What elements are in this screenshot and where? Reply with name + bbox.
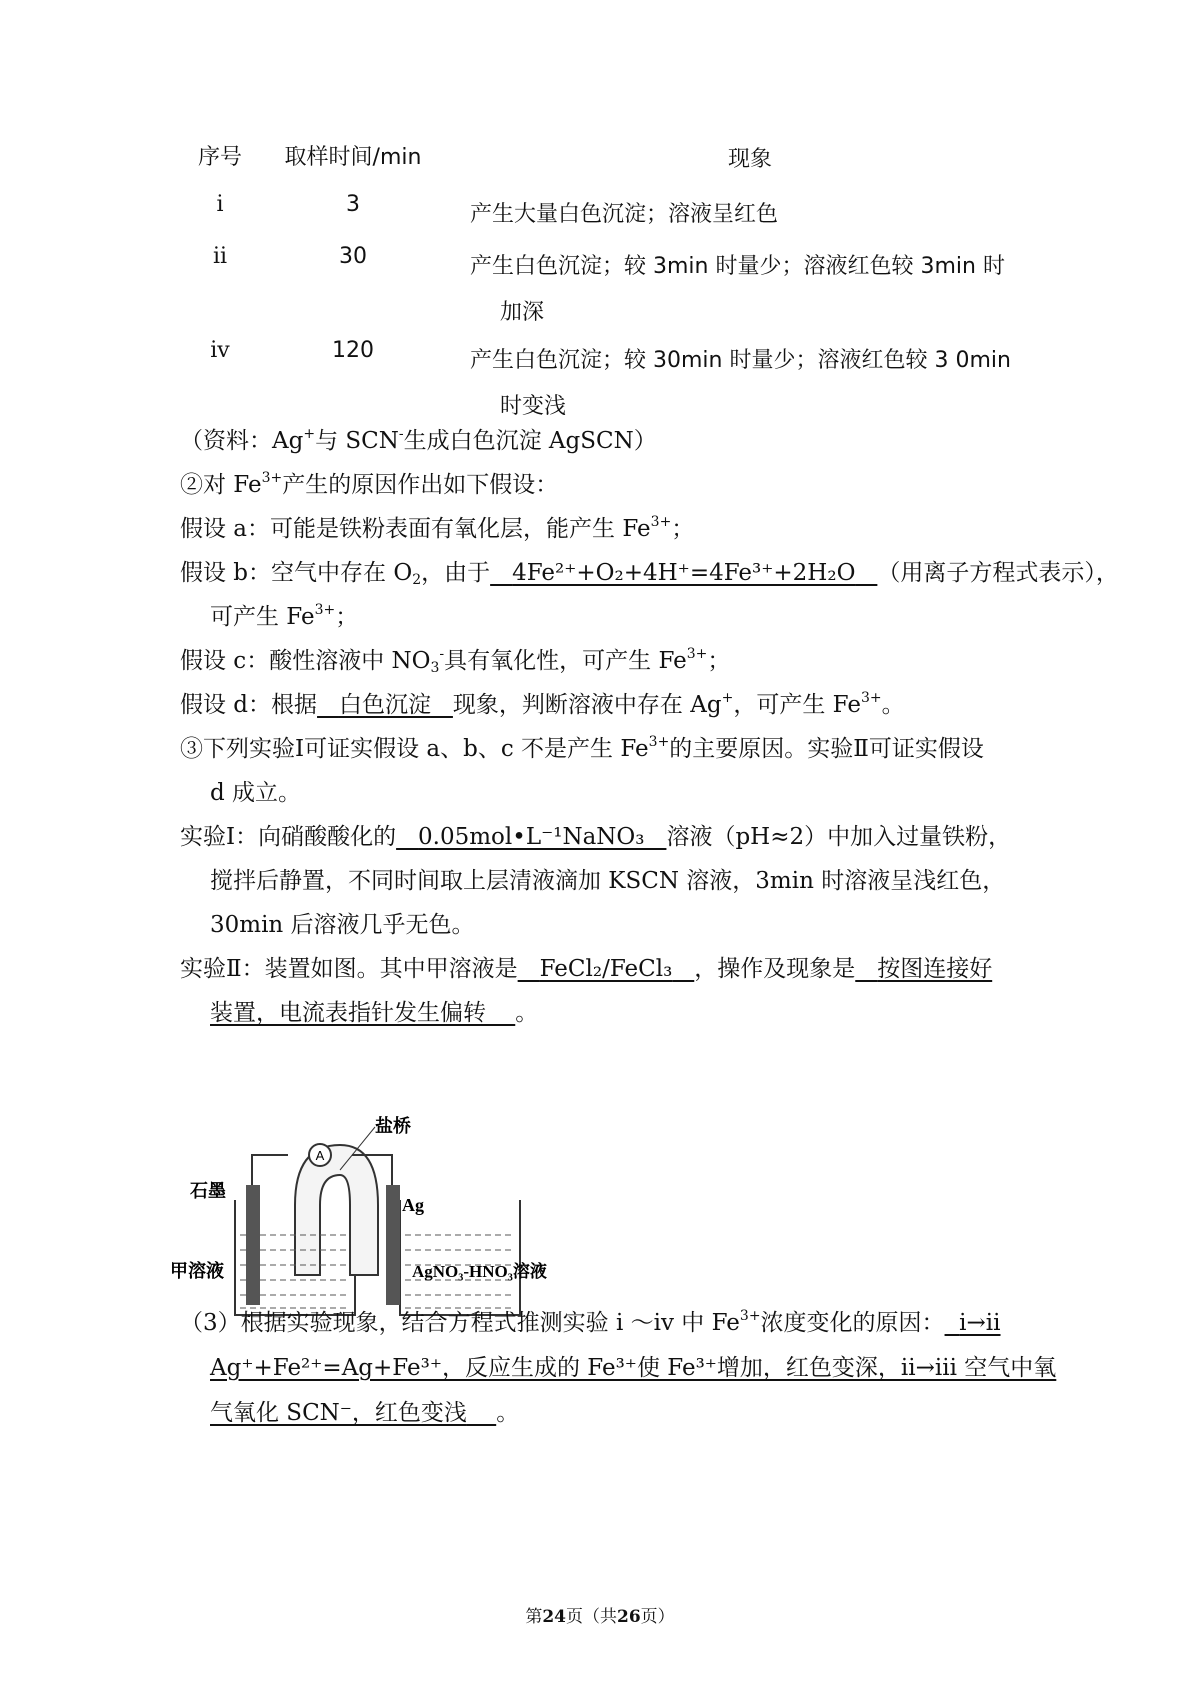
answer-part3-end: 气氧化 SCN⁻，红色变浅 xyxy=(210,1400,467,1426)
right-beaker xyxy=(400,1200,520,1315)
silver-label: Ag xyxy=(402,1195,424,1215)
table-header-row xyxy=(180,140,1040,192)
answer-part3-mid: Ag⁺+Fe²⁺=Ag+Fe³⁺，反应生成的 Fe³⁺使 Fe³⁺增加，红色变深，ii→iii 空气中氧 xyxy=(210,1355,1057,1381)
answer-nano3-solution: 0.05mol•L⁻¹NaNO₃ xyxy=(418,824,645,850)
row-id: i xyxy=(216,192,224,217)
answer-white-precipitate: 白色沉淀 xyxy=(338,692,431,718)
row-id: ii xyxy=(212,244,228,269)
hypothesis-c: 假设 c：酸性溶液中 $NO_3^-$具有氧化性，可产生 $Fe^{3+}$； xyxy=(180,646,731,676)
row-observation: 产生白色沉淀；较 30min 时量少；溶液红色较 3 0min 时变浅 xyxy=(470,348,1011,419)
row-observation: 产生大量白色沉淀；溶液呈红色 xyxy=(470,202,779,227)
hypothesis-a: 假设 a：可能是铁粉表面有氧化层，能产生 $Fe^{3+}$； xyxy=(180,514,695,542)
experiment-1-line3: 30min 后溶液几乎无色。 xyxy=(210,912,475,938)
row-time: 120 xyxy=(332,338,374,363)
answer-part3-start: i→ii xyxy=(959,1310,1001,1336)
graphite-label: 石墨 xyxy=(190,1181,226,1201)
part-3: （3）根据实验现象，结合方程式推测实验 i ～iv 中 $Fe^{3+}$浓度变化的原因： i→ii xyxy=(180,1308,1001,1336)
hypothesis-b: 假设 b：空气中存在 $O_2$，由于 4Fe²⁺+O₂+4H⁺=4Fe³⁺+2H₂O （用离子方程式表示）， xyxy=(180,560,1119,588)
header-phenomenon: 现象 xyxy=(727,147,772,172)
part-3-line2 xyxy=(210,1345,1070,1391)
silver-electrode xyxy=(386,1185,400,1305)
header-number: 序号 xyxy=(197,145,242,170)
row-observation: 产生白色沉淀；较 3min 时量少；溶液红色较 3min 时 加深 xyxy=(470,254,1005,325)
answer-operation-cont: 装置，电流表指针发生偏转 xyxy=(210,1000,486,1026)
hypothesis-b-cont: 可产生 $Fe^{3+}$； xyxy=(210,602,359,630)
answer-operation: 按图连接好 xyxy=(877,956,993,982)
experiment-2: 实验Ⅱ：装置如图。其中甲溶液是 FeCl₂/FeCl₃ ，操作及现象是 按图连接好 xyxy=(180,956,993,982)
experiment-1: 实验Ⅰ：向硝酸酸化的 0.05mol•L⁻¹NaNO₃ 溶液（pH≈2）中加入过量铁粉， xyxy=(180,824,1012,850)
question-3: ③下列实验Ⅰ可证实假设 a、b、c 不是产生 $Fe^{3+}$的主要原因。实验Ⅱ可证实假设 xyxy=(180,734,984,762)
part-3-line3: 气氧化 SCN⁻，红色变浅 。 xyxy=(210,1400,520,1426)
table-row xyxy=(180,244,1040,338)
page-footer: 第24页（共26页） xyxy=(525,1607,675,1627)
salt-bridge-tube xyxy=(295,1145,378,1275)
galvanic-cell-diagram xyxy=(170,1115,640,1325)
question-2-intro: ②对 $Fe^{3+}$产生的原因作出如下假设： xyxy=(180,470,559,498)
solution-a-label: 甲溶液 xyxy=(170,1261,224,1281)
experiment-2-cont: 装置，电流表指针发生偏转 。 xyxy=(210,1000,539,1026)
row-id: iv xyxy=(210,338,230,363)
svg-text:A: A xyxy=(315,1148,325,1163)
hypothesis-d: 假设 d：根据 白色沉淀 现象，判断溶液中存在 Ag+，可产生 $Fe^{3+}$。 xyxy=(180,690,905,718)
salt-bridge-label: 盐桥 xyxy=(375,1115,411,1136)
observation-table xyxy=(180,140,1040,432)
table-row xyxy=(180,192,1040,244)
row-time: 30 xyxy=(339,244,367,269)
row-time: 3 xyxy=(346,192,360,217)
graphite-electrode xyxy=(246,1185,260,1305)
answer-solution-a: FeCl₂/FeCl₃ xyxy=(539,956,673,982)
question-3-cont: d 成立。 xyxy=(210,780,302,806)
wire xyxy=(252,1155,288,1185)
header-time: 取样时间/min xyxy=(284,145,422,170)
experiment-1-line2: 搅拌后静置，不同时间取上层清液滴加 KSCN 溶液，3min 时溶液呈浅红色， xyxy=(210,868,1006,894)
reference-note: （资料：Ag+与 SCN-生成白色沉淀 AgSCN） xyxy=(180,426,657,454)
answer-ionic-equation: 4Fe²⁺+O₂+4H⁺=4Fe³⁺+2H₂O xyxy=(512,560,856,586)
solution-b-label: AgNO₃-HNO₃溶液 xyxy=(412,1262,547,1281)
